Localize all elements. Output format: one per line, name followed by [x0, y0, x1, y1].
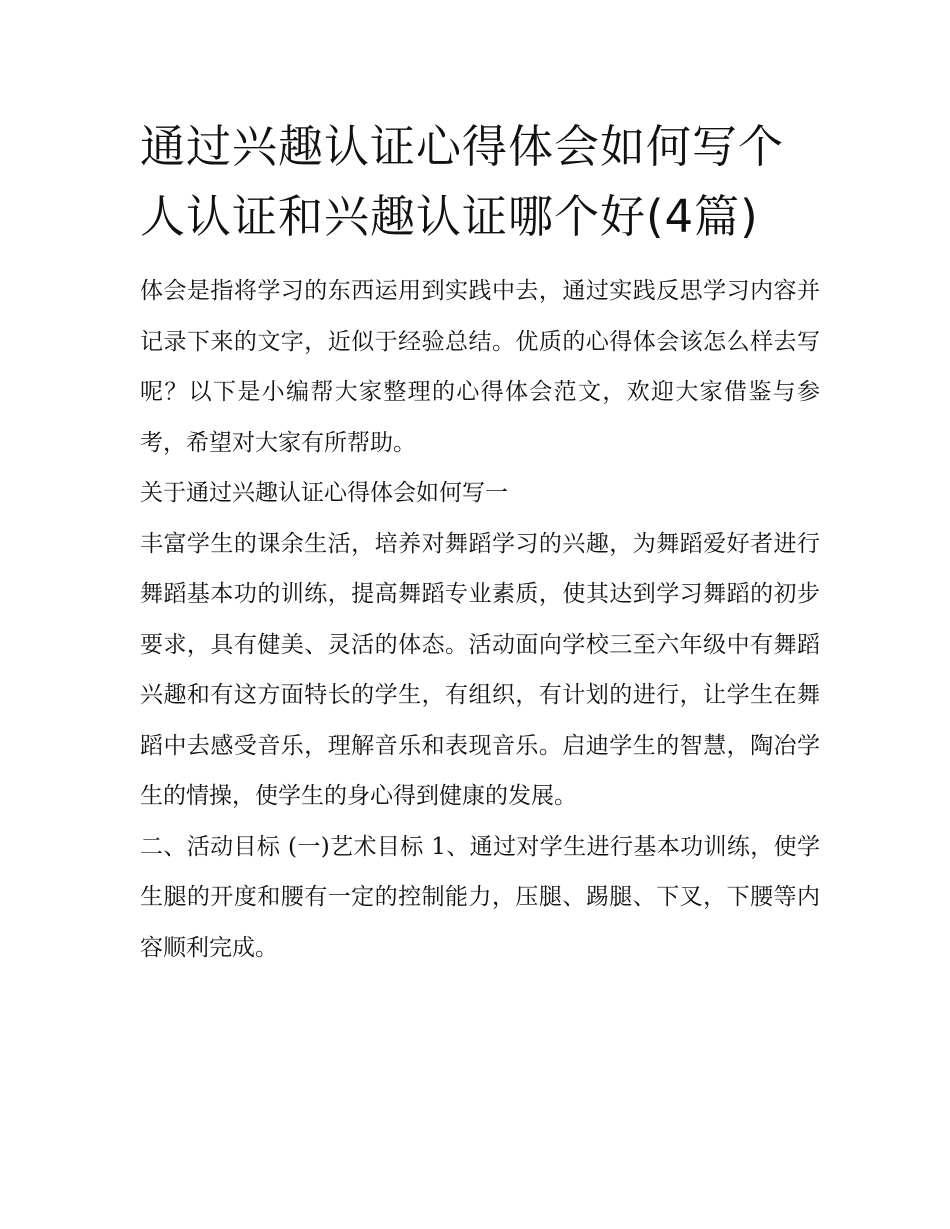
document-page [140, 112, 820, 973]
body-paragraph: 丰富学生的课余生活，培养对舞蹈学习的兴趣，为舞蹈爱好者进行舞蹈基本功的训练，提高舞蹈专业素质，使其达到学习舞蹈的初步要求，具有健美、灵活的体态。活动面向学校三至六年级中有舞蹈兴趣和有这方面特长的学生，有组织，有计划的进行，让学生在舞蹈中去感受音乐，理解音乐和表现音乐。启迪学生的智慧，陶冶学生的情操，使学生的身心得到健康的发展。 [140, 530, 820, 809]
section-heading: 关于通过兴趣认证心得体会如何写一 [140, 480, 508, 506]
document-title: 通过兴趣认证心得体会如何写个人认证和兴趣认证哪个好(4篇) [140, 120, 785, 243]
goals-paragraph: 二、活动目标 (一)艺术目标 1、通过对学生进行基本功训练，使学生腿的开度和腰有一定的控制能力，压腿、踢腿、下叉，下腰等内容顺利完成。 [140, 833, 820, 961]
intro-paragraph: 体会是指将学习的东西运用到实践中去，通过实践反思学习内容并记录下来的文字，近似于经验总结。优质的心得体会该怎么样去写呢？以下是小编帮大家整理的心得体会范文，欢迎大家借鉴与参考，希望对大家有所帮助。 [140, 278, 820, 456]
